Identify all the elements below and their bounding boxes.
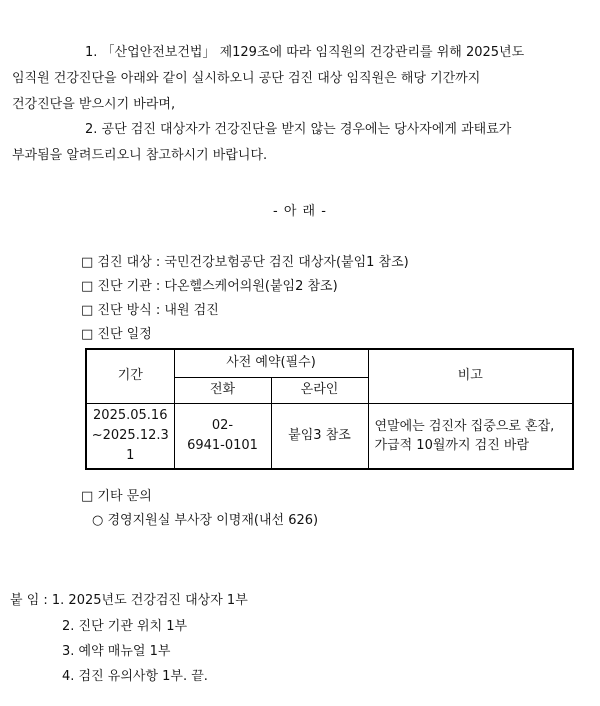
note-line-2: 가급적 10월까지 검진 바람 bbox=[374, 437, 530, 453]
section-heading: - 아 래 - bbox=[273, 204, 327, 219]
bullet-other: □ 기타 문의 bbox=[81, 489, 152, 504]
period-line-3: 1 bbox=[126, 447, 135, 463]
bullet-contact: ○ 경영지원실 부사장 이명재(내선 626) bbox=[92, 513, 319, 528]
period-line-2: ~2025.12.3 bbox=[91, 427, 169, 443]
paragraph-1-line-1: 1. 「산업안전보건법」 제129조에 따라 임직원의 건강관리를 위해 2025년도 bbox=[85, 45, 525, 60]
cell-note bbox=[368, 403, 573, 469]
bullet-institution: □ 진단 기관 : 다온헬스케어의원(붙임2 참조) bbox=[81, 279, 338, 294]
attachment-3: 3. 예약 매뉴얼 1부 bbox=[62, 644, 171, 659]
paragraph-2-line-1: 2. 공단 검진 대상자가 건강진단을 받지 않는 경우에는 당사자에게 과태료가 bbox=[85, 122, 512, 137]
bullet-method: □ 진단 방식 : 내원 검진 bbox=[81, 303, 219, 318]
note-line-1: 연말에는 검진자 집중으로 혼잡, bbox=[374, 418, 555, 434]
schedule-table bbox=[85, 348, 574, 470]
period-line-1: 2025.05.16 bbox=[93, 407, 168, 423]
cell-period bbox=[86, 403, 174, 469]
phone-line-1: 02- bbox=[211, 417, 234, 433]
attachment-2: 2. 진단 기관 위치 1부 bbox=[62, 619, 188, 634]
paragraph-1-line-2: 임직원 건강진단을 아래와 같이 실시하오니 공단 검진 대상 임직원은 해당 기간까지 bbox=[12, 71, 481, 86]
paragraph-2-line-2: 부과됨을 알려드리오니 참고하시기 바랍니다. bbox=[12, 148, 268, 163]
cell-phone bbox=[174, 403, 271, 469]
header-note: 비고 bbox=[368, 349, 573, 403]
header-phone: 전화 bbox=[174, 377, 271, 403]
cell-online: 붙임3 참조 bbox=[271, 403, 368, 469]
attachment-1: 붙 임 : 1. 2025년도 건강검진 대상자 1부 bbox=[10, 593, 248, 608]
bullet-schedule: □ 진단 일정 bbox=[81, 327, 152, 342]
header-online: 온라인 bbox=[271, 377, 368, 403]
header-reservation: 사전 예약(필수) bbox=[174, 349, 368, 377]
bullet-target: □ 검진 대상 : 국민건강보험공단 검진 대상자(붙임1 참조) bbox=[81, 255, 409, 270]
paragraph-1-line-3: 건강진단을 받으시기 바라며, bbox=[12, 97, 176, 112]
attachment-4: 4. 검진 유의사항 1부. 끝. bbox=[62, 669, 208, 684]
phone-line-2: 6941-0101 bbox=[187, 437, 258, 453]
header-period: 기간 bbox=[86, 349, 174, 403]
